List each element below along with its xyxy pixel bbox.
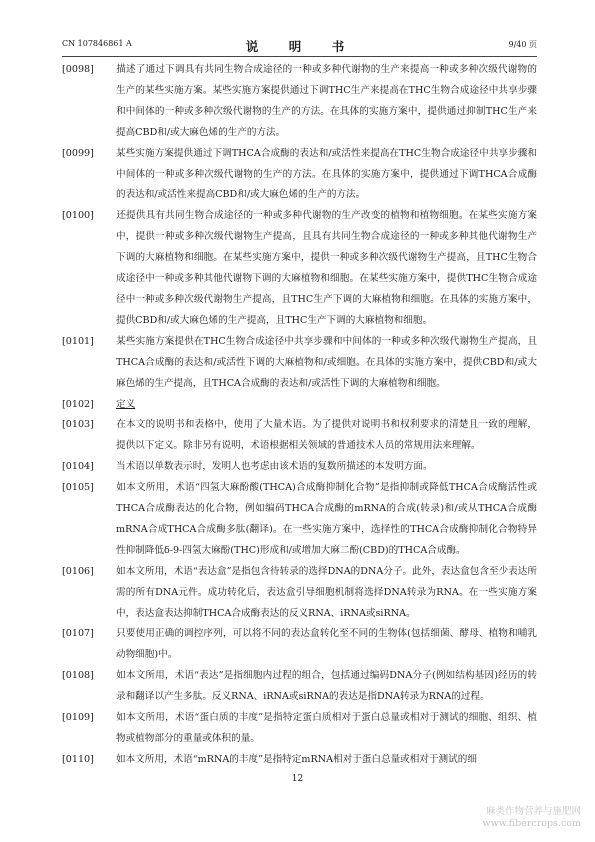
- paragraph-number: [0107]: [62, 628, 94, 640]
- document-body: [62, 60, 537, 771]
- page-counter: 9/40 页: [508, 40, 537, 49]
- paragraph-text: 只要使用正确的调控序列，可以将不同的表达盒转化至不同的生物体(包括细菌、酵母、植物和哺乳动物细胞)中。: [116, 628, 537, 661]
- document-title: 说 明 书: [245, 39, 354, 54]
- paragraph: [62, 708, 537, 750]
- paragraph: [62, 144, 537, 207]
- paragraph: [62, 415, 537, 457]
- paragraph-number: [0100]: [62, 210, 94, 222]
- paragraph: [62, 60, 537, 144]
- paragraph-number: [0110]: [62, 753, 94, 765]
- paragraph-number: [0098]: [62, 64, 94, 75]
- paragraph: [62, 395, 537, 416]
- paragraph-text: 如本文所用，术语“表达”是指细胞内过程的组合，包括通过编码DNA分子(例如结构基因)经历的转录和翻译以产生多肽。反义RNA、iRNA或siRNA的表达是指DNA转录为RNA的过程。: [116, 670, 537, 703]
- paragraph-text: 还提供具有共同生物合成途径的一种或多种代谢物的生产改变的植物和植物细胞。在某些实施方案中，提供一种或多种次级代谢物生产提高，且具有共同生物合成途径的一种或多种其他代谢物生产下调的大麻植物和细胞。在某些实施方案中，提供一种或多种次级代谢物生产提高，且THC生物合成途径中一种或多种其他代谢物下调的大麻植物和细胞。在某些实施方案中，提供THC生物合成途径中一种或多种次级代谢物生产提高，且THC生产下调的大麻植物和细胞。在具体的实施方案中，提供CBD和/或大麻色烯的生产提高，且THC生产下调的大麻植物和细胞。: [116, 210, 537, 326]
- paragraph: [62, 750, 537, 771]
- paragraph-number: [0102]: [62, 398, 94, 410]
- paragraph-number: [0108]: [62, 670, 94, 682]
- paragraph-number: [0101]: [62, 335, 94, 347]
- paragraph: [62, 478, 537, 562]
- paragraph-text: 如本文所用，术语“蛋白质的丰度”是指特定蛋白质相对于蛋白总量或相对于测试的细胞、组织、植物或植物部分的重量或体积的量。: [116, 712, 537, 744]
- paragraph-number: [0106]: [62, 565, 94, 577]
- section-heading: 定义: [116, 398, 136, 410]
- paragraph-text: 如本文所用，术语“mRNA的丰度”是指特定mRNA相对于蛋白总量或相对于测试的细: [116, 753, 477, 765]
- paragraph-number: [0099]: [62, 147, 94, 159]
- patent-number: CN 107846861 A: [62, 39, 132, 48]
- paragraph: [62, 624, 537, 666]
- paragraph: [62, 457, 537, 478]
- page-header: [62, 37, 537, 54]
- paragraph: [62, 666, 537, 708]
- paragraph-text: 某些实施方案提供在THC生物合成途径中共享步骤和中间体的一种或多种次级代谢物生产提高，且THCA合成酶的表达和/或活性下调的大麻植物和/或细胞。在具体的实施方案中，提供CBD和/或大麻色烯的生产提高，且THCA合成酶的表达和/或活性下调的大麻植物和细胞。: [116, 335, 537, 389]
- paragraph-text: 如本文所用，术语“四氢大麻酚酸(THCA)合成酶抑制化合物”是指抑制或降低THCA合成酶活性或THCA合成酶表达的化合物，例如编码THCA合成酶的mRNA的合成(转录)和/或从THCA合成酶mRNA合成THCA合成酶多肽(翻译)。在一些实施方案中，选择性的THCA合成酶抑制化合物特异性抑制降低δ-9-四氢大麻酚(THC)形成和/或增加大麻二酚(CBD)的THCA合成酶。: [116, 482, 537, 556]
- header-rule: [62, 56, 537, 57]
- watermark-url: www.fibercrops.com: [482, 818, 581, 829]
- paragraph-number: [0104]: [62, 461, 94, 473]
- watermark: [483, 806, 581, 830]
- paragraph-text: 某些实施方案提供通过下调THCA合成酶的表达和/或活性来提高在THC生物合成途径中共享步骤和中间体的一种或多种次级代谢物的生产的方法。在具体的实施方案中，提供通过下调THCA合成酶的表达和/或活性来提高CBD和/或大麻色烯的生产的方法。: [116, 147, 537, 201]
- watermark-site-name: 麻类作物营养与施肥网: [485, 806, 581, 817]
- page-number: 12: [291, 774, 304, 784]
- paragraph-number: [0103]: [62, 419, 94, 431]
- paragraph-text: 在本文的说明书和表格中，使用了大量术语。为了提供对说明书和权利要求的清楚且一致的理解，提供以下定义。除非另有说明，术语根据相关领域的普通技术人员的常规用法来理解。: [116, 419, 537, 452]
- paragraph: [62, 206, 537, 331]
- paragraph: [62, 562, 537, 625]
- paragraph-text: 如本文所用，术语“表达盒”是指包含待转录的选择DNA的DNA分子。此外，表达盒包含至少表达所需的所有DNA元件。成功转化后，表达盒引导细胞机制将选择DNA转录为RNA。在一些实施方案中，表达盒表达抑制THCA合成酶表达的反义RNA、iRNA或siRNA。: [116, 565, 537, 619]
- paragraph: [62, 332, 537, 395]
- paragraph-text: 当术语以单数表示时，发明人也考虑由该术语的复数所描述的本发明方面。: [116, 461, 433, 473]
- paragraph-number: [0109]: [62, 712, 94, 724]
- paragraph-number: [0105]: [62, 482, 94, 494]
- paragraph-text: 描述了通过下调具有共同生物合成途径的一种或多种代谢物的生产来提高一种或多种次级代谢物的生产的某些实施方案。某些实施方案提供通过下调THC生产来提高在THC生物合成途径中共享步骤和中间体的一种或多种次级代谢物的生产的方法。在具体的实施方案中，提供通过抑制THC生产来提高CBD和/或大麻色烯的生产的方法。: [116, 64, 537, 138]
